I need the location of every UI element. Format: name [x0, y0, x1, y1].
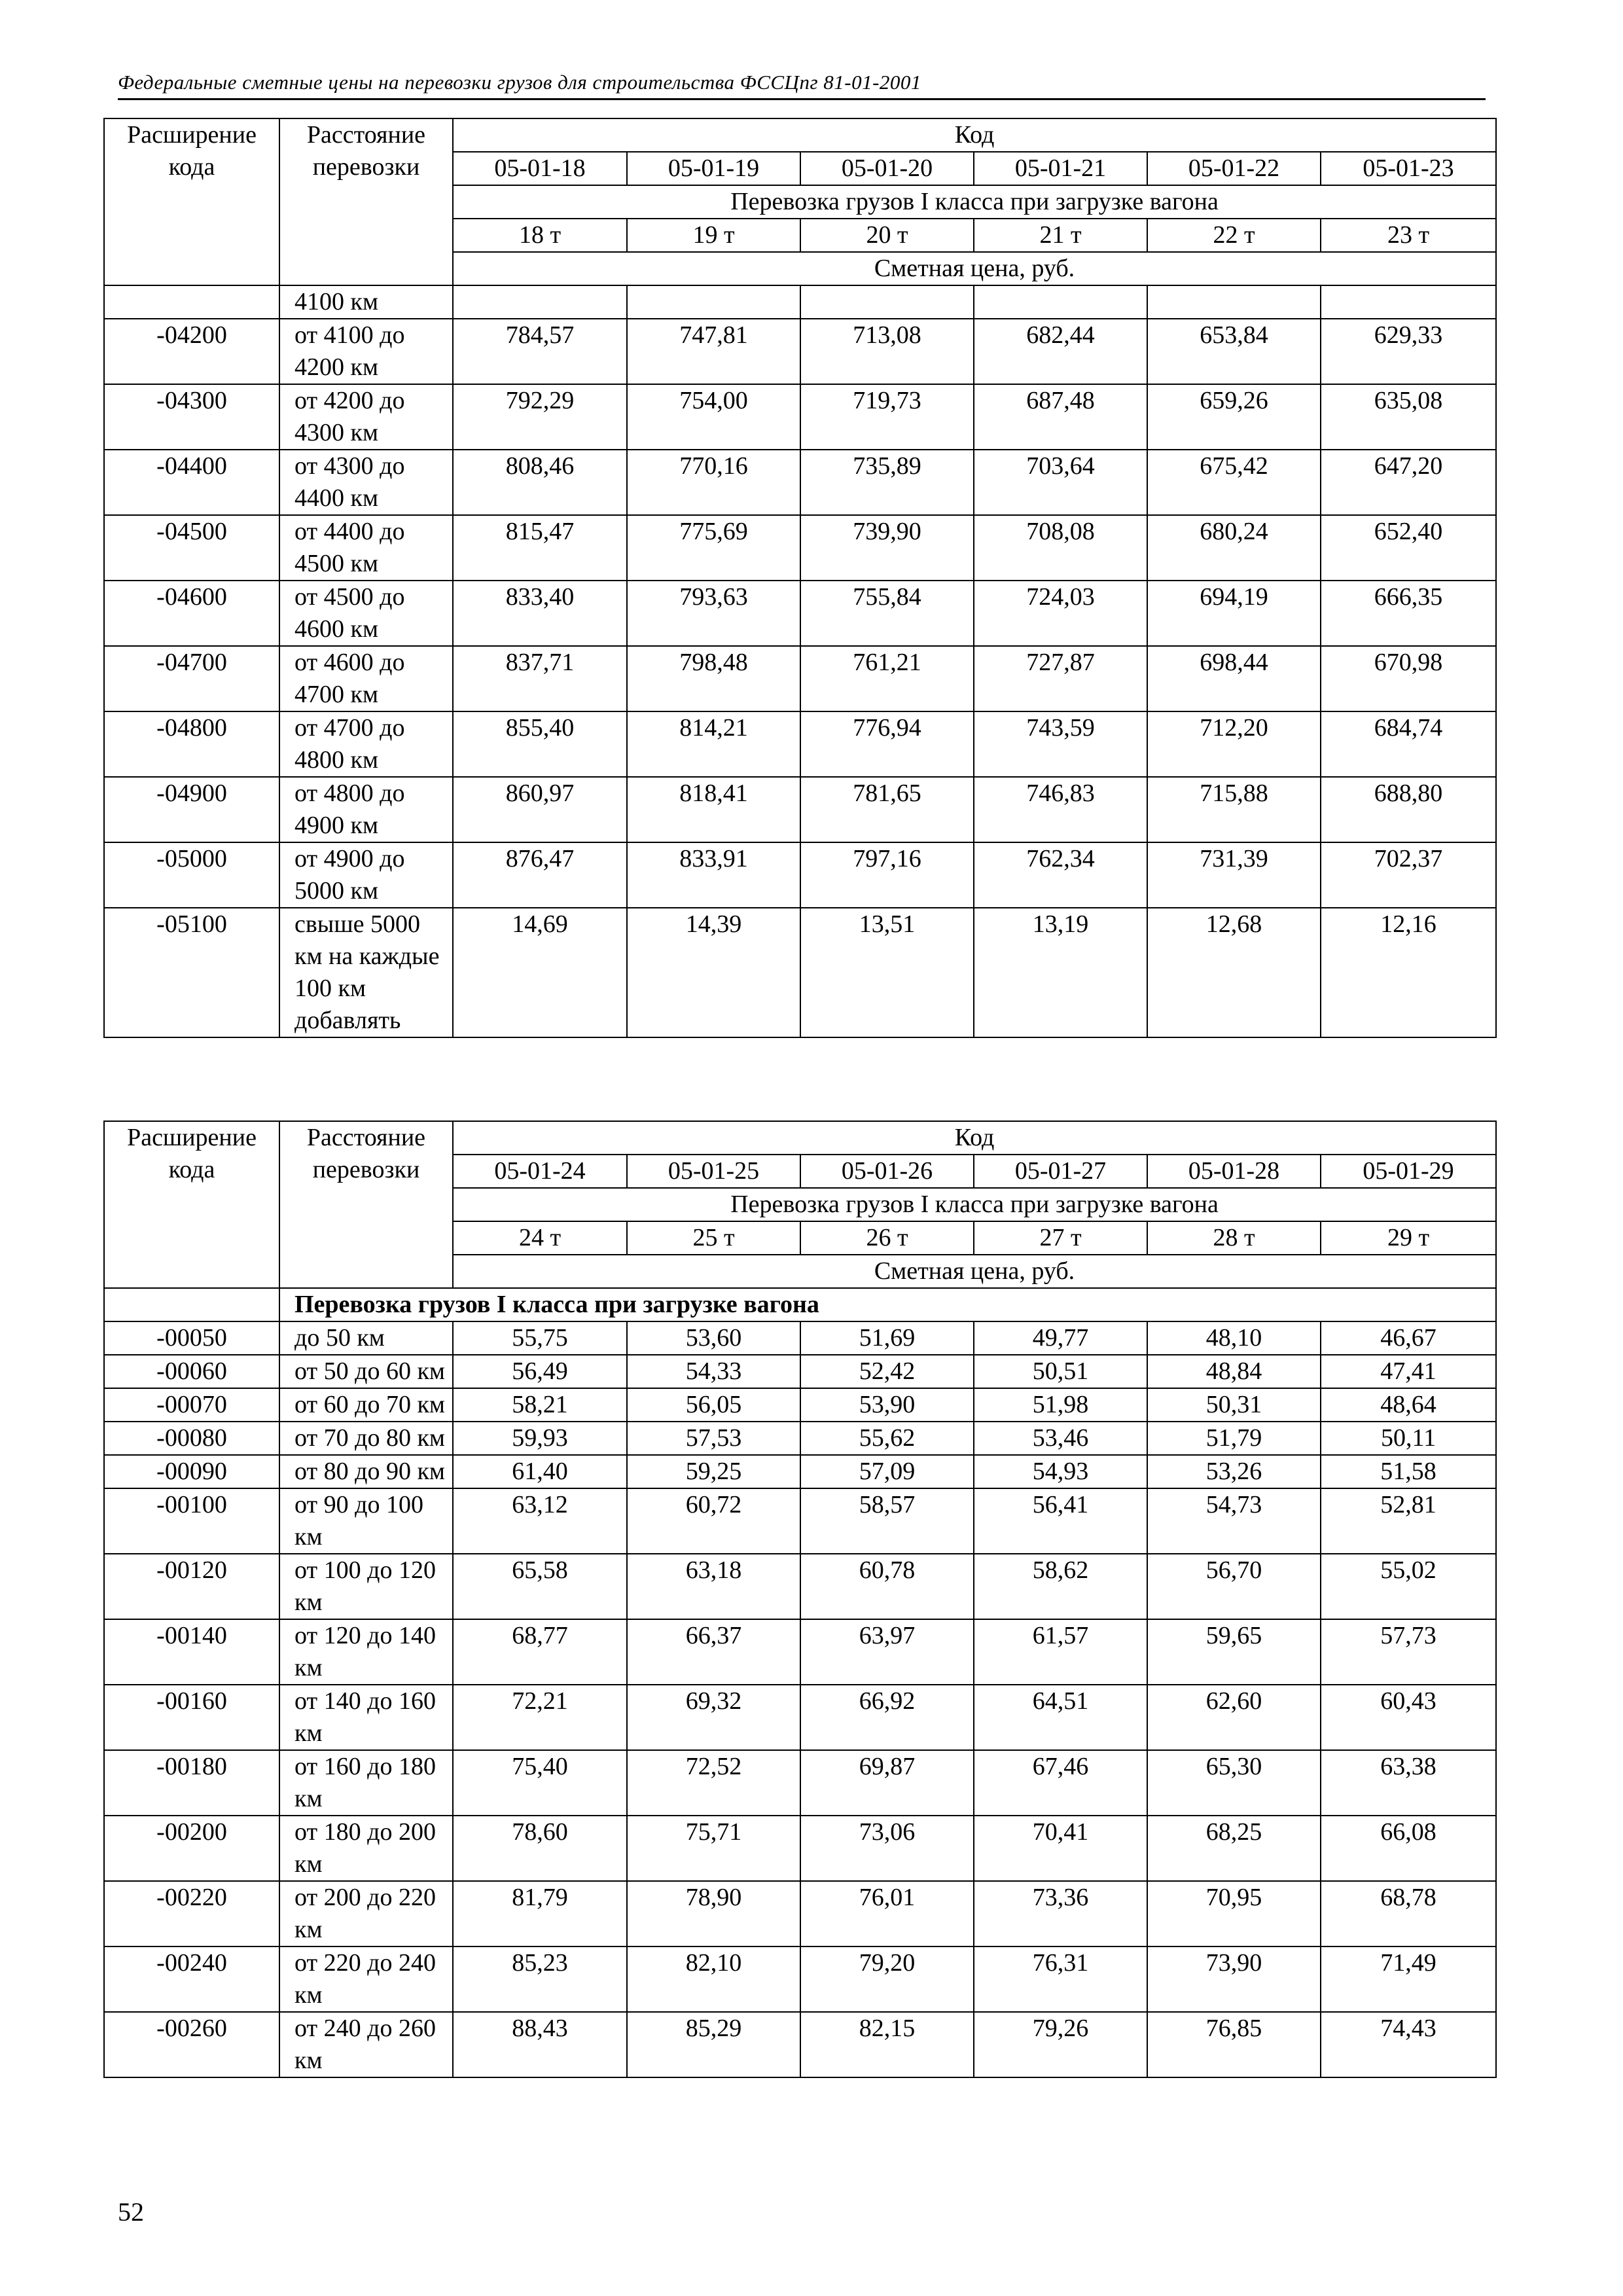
row-distance: свыше 5000 км на каждые 100 км добавлять: [279, 908, 453, 1037]
row-ext-code: -04400: [104, 450, 279, 515]
price-cell: 860,97: [453, 777, 627, 842]
price-cell: 687,48: [974, 384, 1147, 450]
price-cell: 12,68: [1147, 908, 1321, 1037]
price-cell: 670,98: [1321, 646, 1496, 711]
row-distance: от 100 до 120 км: [279, 1554, 453, 1619]
code-cell: 05-01-28: [1147, 1155, 1321, 1188]
table-row: [104, 1946, 1496, 2012]
row-ext-code: -00200: [104, 1816, 279, 1881]
row-distance: от 4600 до 4700 км: [279, 646, 453, 711]
price-cell: 727,87: [974, 646, 1147, 711]
price-cell: 56,05: [627, 1388, 800, 1422]
row-distance: от 4100 до 4200 км: [279, 319, 453, 384]
price-table-1: [103, 118, 1497, 1038]
price-cell: 71,49: [1321, 1946, 1496, 2012]
price-cell: 76,85: [1147, 2012, 1321, 2077]
price-cell: 837,71: [453, 646, 627, 711]
price-cell: 50,11: [1321, 1422, 1496, 1455]
price-cell: 75,40: [453, 1750, 627, 1816]
price-cell: 79,20: [800, 1946, 974, 2012]
price-cell: 14,39: [627, 908, 800, 1037]
row-distance: от 220 до 240 км: [279, 1946, 453, 2012]
price-cell: 746,83: [974, 777, 1147, 842]
load-cell: 22 т: [1147, 219, 1321, 252]
table-row: [104, 646, 1496, 711]
empty-cell: [104, 285, 279, 319]
load-cell: 24 т: [453, 1221, 627, 1255]
table-row: [104, 842, 1496, 908]
row-distance: от 4800 до 4900 км: [279, 777, 453, 842]
price-cell: 56,70: [1147, 1554, 1321, 1619]
row-ext-code: -00070: [104, 1388, 279, 1422]
price-cell: 54,73: [1147, 1488, 1321, 1554]
price-cell: 52,81: [1321, 1488, 1496, 1554]
price-cell: 762,34: [974, 842, 1147, 908]
ext-code-header: Расширение кода: [104, 1121, 279, 1288]
price-cell: 65,58: [453, 1554, 627, 1619]
price-cell: 653,84: [1147, 319, 1321, 384]
price-cell: 754,00: [627, 384, 800, 450]
price-cell: 78,60: [453, 1816, 627, 1881]
price-cell: 51,58: [1321, 1455, 1496, 1488]
price-cell: 684,74: [1321, 711, 1496, 777]
price-cell: 63,38: [1321, 1750, 1496, 1816]
price-table-2: [103, 1121, 1497, 2078]
price-cell: 55,75: [453, 1321, 627, 1355]
price-cell: 675,42: [1147, 450, 1321, 515]
load-cell: 20 т: [800, 219, 974, 252]
price-cell: 52,42: [800, 1355, 974, 1388]
price-cell: 776,94: [800, 711, 974, 777]
ext-code-header: Расширение кода: [104, 118, 279, 285]
table-row: [104, 1685, 1496, 1750]
row-ext-code: -04500: [104, 515, 279, 581]
price-cell: 59,25: [627, 1455, 800, 1488]
table-row: [104, 1355, 1496, 1388]
price-cell: 74,43: [1321, 2012, 1496, 2077]
table-row: [104, 581, 1496, 646]
table-row: [104, 1619, 1496, 1685]
price-cell: 58,57: [800, 1488, 974, 1554]
load-cell: 23 т: [1321, 219, 1496, 252]
price-cell: 51,69: [800, 1321, 974, 1355]
price-cell: 680,24: [1147, 515, 1321, 581]
price-cell: 61,57: [974, 1619, 1147, 1685]
price-cell: 55,62: [800, 1422, 974, 1455]
row-distance: от 240 до 260 км: [279, 2012, 453, 2077]
empty-cell: [1321, 285, 1496, 319]
price-cell: 53,60: [627, 1321, 800, 1355]
row-ext-code: -05000: [104, 842, 279, 908]
empty-cell: [974, 285, 1147, 319]
code-cell: 05-01-26: [800, 1155, 974, 1188]
row-ext-code: -00080: [104, 1422, 279, 1455]
price-cell: 73,90: [1147, 1946, 1321, 2012]
distance-header: Расстояние перевозки: [279, 1121, 453, 1288]
row-distance: от 90 до 100 км: [279, 1488, 453, 1554]
row-distance: от 4700 до 4800 км: [279, 711, 453, 777]
price-cell: 47,41: [1321, 1355, 1496, 1388]
price-cell: 82,10: [627, 1946, 800, 2012]
continuation-distance: 4100 км: [279, 285, 453, 319]
price-cell: 49,77: [974, 1321, 1147, 1355]
price-cell: 67,46: [974, 1750, 1147, 1816]
table-row: [104, 711, 1496, 777]
code-header: Код: [453, 118, 1496, 152]
price-cell: 60,78: [800, 1554, 974, 1619]
price-cell: 60,43: [1321, 1685, 1496, 1750]
price-cell: 66,92: [800, 1685, 974, 1750]
row-distance: от 4400 до 4500 км: [279, 515, 453, 581]
price-cell: 48,84: [1147, 1355, 1321, 1388]
price-cell: 815,47: [453, 515, 627, 581]
price-cell: 50,51: [974, 1355, 1147, 1388]
table-row: [104, 1422, 1496, 1455]
price-cell: 702,37: [1321, 842, 1496, 908]
table-row: [104, 1488, 1496, 1554]
price-cell: 69,87: [800, 1750, 974, 1816]
row-distance: от 4200 до 4300 км: [279, 384, 453, 450]
price-cell: 81,79: [453, 1881, 627, 1946]
price-cell: 739,90: [800, 515, 974, 581]
table-row: [104, 1455, 1496, 1488]
table-row: [104, 1750, 1496, 1816]
price-cell: 62,60: [1147, 1685, 1321, 1750]
transport-class-header: Перевозка грузов I класса при загрузке вагона: [453, 185, 1496, 219]
row-ext-code: -04600: [104, 581, 279, 646]
load-cell: 21 т: [974, 219, 1147, 252]
price-cell: 808,46: [453, 450, 627, 515]
code-cell: 05-01-23: [1321, 152, 1496, 185]
price-cell: 784,57: [453, 319, 627, 384]
price-cell: 715,88: [1147, 777, 1321, 842]
empty-cell: [627, 285, 800, 319]
price-cell: 68,77: [453, 1619, 627, 1685]
code-cell: 05-01-21: [974, 152, 1147, 185]
price-cell: 703,64: [974, 450, 1147, 515]
price-cell: 53,90: [800, 1388, 974, 1422]
price-cell: 56,49: [453, 1355, 627, 1388]
price-cell: 66,37: [627, 1619, 800, 1685]
load-cell: 27 т: [974, 1221, 1147, 1255]
price-cell: 694,19: [1147, 581, 1321, 646]
table-row: [104, 450, 1496, 515]
empty-cell: [1147, 285, 1321, 319]
load-cell: 18 т: [453, 219, 627, 252]
price-cell: 50,31: [1147, 1388, 1321, 1422]
row-ext-code: -00060: [104, 1355, 279, 1388]
code-cell: 05-01-29: [1321, 1155, 1496, 1188]
section-title-row: [104, 1288, 1496, 1321]
price-cell: 797,16: [800, 842, 974, 908]
empty-cell: [800, 285, 974, 319]
distance-header: Расстояние перевозки: [279, 118, 453, 285]
row-ext-code: -04300: [104, 384, 279, 450]
price-cell: 46,67: [1321, 1321, 1496, 1355]
price-cell: 54,93: [974, 1455, 1147, 1488]
price-cell: 14,69: [453, 908, 627, 1037]
price-cell: 66,08: [1321, 1816, 1496, 1881]
price-cell: 59,93: [453, 1422, 627, 1455]
row-distance: от 50 до 60 км: [279, 1355, 453, 1388]
row-ext-code: -00240: [104, 1946, 279, 2012]
table-row: [104, 515, 1496, 581]
row-ext-code: -00050: [104, 1321, 279, 1355]
empty-cell: [104, 1288, 279, 1321]
price-cell: 63,18: [627, 1554, 800, 1619]
row-distance: от 70 до 80 км: [279, 1422, 453, 1455]
price-cell: 65,30: [1147, 1750, 1321, 1816]
price-cell: 54,33: [627, 1355, 800, 1388]
code-cell: 05-01-20: [800, 152, 974, 185]
price-cell: 775,69: [627, 515, 800, 581]
row-distance: от 60 до 70 км: [279, 1388, 453, 1422]
row-ext-code: -00260: [104, 2012, 279, 2077]
price-cell: 793,63: [627, 581, 800, 646]
price-cell: 647,20: [1321, 450, 1496, 515]
row-distance: от 4900 до 5000 км: [279, 842, 453, 908]
price-cell: 48,10: [1147, 1321, 1321, 1355]
row-distance: от 80 до 90 км: [279, 1455, 453, 1488]
price-cell: 724,03: [974, 581, 1147, 646]
price-header: Сметная цена, руб.: [453, 1255, 1496, 1288]
table-row: [104, 2012, 1496, 2077]
running-header: Федеральные сметные цены на перевозки грузов для строительства ФССЦпг 81-01-2001: [118, 68, 1486, 100]
price-cell: 798,48: [627, 646, 800, 711]
price-cell: 666,35: [1321, 581, 1496, 646]
price-cell: 743,59: [974, 711, 1147, 777]
continuation-row: [104, 285, 1496, 319]
price-cell: 59,65: [1147, 1619, 1321, 1685]
price-cell: 747,81: [627, 319, 800, 384]
row-ext-code: -00140: [104, 1619, 279, 1685]
price-header: Сметная цена, руб.: [453, 252, 1496, 285]
price-cell: 13,51: [800, 908, 974, 1037]
code-cell: 05-01-24: [453, 1155, 627, 1188]
row-ext-code: -04900: [104, 777, 279, 842]
price-cell: 708,08: [974, 515, 1147, 581]
code-cell: 05-01-18: [453, 152, 627, 185]
price-cell: 75,71: [627, 1816, 800, 1881]
load-cell: 29 т: [1321, 1221, 1496, 1255]
section-title: Перевозка грузов I класса при загрузке вагона: [279, 1288, 1496, 1321]
code-cell: 05-01-25: [627, 1155, 800, 1188]
price-cell: 735,89: [800, 450, 974, 515]
price-cell: 688,80: [1321, 777, 1496, 842]
row-distance: от 200 до 220 км: [279, 1881, 453, 1946]
table-row: [104, 1816, 1496, 1881]
row-distance: от 120 до 140 км: [279, 1619, 453, 1685]
price-cell: 78,90: [627, 1881, 800, 1946]
table-row: [104, 319, 1496, 384]
code-cell: 05-01-27: [974, 1155, 1147, 1188]
row-ext-code: -00090: [104, 1455, 279, 1488]
price-cell: 79,26: [974, 2012, 1147, 2077]
price-cell: 85,23: [453, 1946, 627, 2012]
price-cell: 56,41: [974, 1488, 1147, 1554]
price-cell: 68,78: [1321, 1881, 1496, 1946]
row-distance: от 4500 до 4600 км: [279, 581, 453, 646]
price-cell: 72,21: [453, 1685, 627, 1750]
table-row: [104, 1321, 1496, 1355]
row-distance: от 140 до 160 км: [279, 1685, 453, 1750]
price-cell: 876,47: [453, 842, 627, 908]
price-cell: 629,33: [1321, 319, 1496, 384]
price-cell: 70,95: [1147, 1881, 1321, 1946]
table-row: [104, 777, 1496, 842]
price-cell: 698,44: [1147, 646, 1321, 711]
price-cell: 57,53: [627, 1422, 800, 1455]
price-cell: 792,29: [453, 384, 627, 450]
price-cell: 682,44: [974, 319, 1147, 384]
price-cell: 818,41: [627, 777, 800, 842]
table-row: [104, 1388, 1496, 1422]
price-cell: 13,19: [974, 908, 1147, 1037]
price-cell: 76,01: [800, 1881, 974, 1946]
price-cell: 855,40: [453, 711, 627, 777]
price-cell: 61,40: [453, 1455, 627, 1488]
row-ext-code: -05100: [104, 908, 279, 1037]
price-cell: 770,16: [627, 450, 800, 515]
price-cell: 814,21: [627, 711, 800, 777]
price-cell: 58,62: [974, 1554, 1147, 1619]
code-cell: 05-01-19: [627, 152, 800, 185]
price-cell: 68,25: [1147, 1816, 1321, 1881]
empty-cell: [453, 285, 627, 319]
price-cell: 53,46: [974, 1422, 1147, 1455]
price-cell: 635,08: [1321, 384, 1496, 450]
price-cell: 719,73: [800, 384, 974, 450]
load-cell: 19 т: [627, 219, 800, 252]
price-cell: 73,06: [800, 1816, 974, 1881]
price-cell: 51,79: [1147, 1422, 1321, 1455]
load-cell: 25 т: [627, 1221, 800, 1255]
price-cell: 63,97: [800, 1619, 974, 1685]
price-cell: 88,43: [453, 2012, 627, 2077]
price-cell: 76,31: [974, 1946, 1147, 2012]
price-cell: 48,64: [1321, 1388, 1496, 1422]
price-cell: 82,15: [800, 2012, 974, 2077]
price-cell: 731,39: [1147, 842, 1321, 908]
page-number: 52: [118, 2197, 144, 2227]
price-cell: 64,51: [974, 1685, 1147, 1750]
price-cell: 57,09: [800, 1455, 974, 1488]
table-row: [104, 1554, 1496, 1619]
row-distance: от 160 до 180 км: [279, 1750, 453, 1816]
price-cell: 51,98: [974, 1388, 1147, 1422]
price-cell: 833,40: [453, 581, 627, 646]
price-cell: 85,29: [627, 2012, 800, 2077]
row-distance: от 180 до 200 км: [279, 1816, 453, 1881]
price-cell: 60,72: [627, 1488, 800, 1554]
price-cell: 12,16: [1321, 908, 1496, 1037]
price-cell: 63,12: [453, 1488, 627, 1554]
price-cell: 652,40: [1321, 515, 1496, 581]
price-cell: 713,08: [800, 319, 974, 384]
price-cell: 659,26: [1147, 384, 1321, 450]
price-cell: 761,21: [800, 646, 974, 711]
price-cell: 833,91: [627, 842, 800, 908]
price-cell: 57,73: [1321, 1619, 1496, 1685]
code-cell: 05-01-22: [1147, 152, 1321, 185]
row-ext-code: -00160: [104, 1685, 279, 1750]
price-cell: 755,84: [800, 581, 974, 646]
table-row: [104, 1881, 1496, 1946]
table-row: [104, 384, 1496, 450]
price-cell: 712,20: [1147, 711, 1321, 777]
row-ext-code: -00100: [104, 1488, 279, 1554]
code-header: Код: [453, 1121, 1496, 1155]
row-distance: до 50 км: [279, 1321, 453, 1355]
price-cell: 53,26: [1147, 1455, 1321, 1488]
transport-class-header: Перевозка грузов I класса при загрузке вагона: [453, 1188, 1496, 1221]
row-ext-code: -00120: [104, 1554, 279, 1619]
load-cell: 28 т: [1147, 1221, 1321, 1255]
table-row: [104, 908, 1496, 1037]
load-cell: 26 т: [800, 1221, 974, 1255]
row-ext-code: -00180: [104, 1750, 279, 1816]
price-cell: 73,36: [974, 1881, 1147, 1946]
price-cell: 69,32: [627, 1685, 800, 1750]
price-cell: 70,41: [974, 1816, 1147, 1881]
price-cell: 72,52: [627, 1750, 800, 1816]
row-ext-code: -04700: [104, 646, 279, 711]
price-cell: 781,65: [800, 777, 974, 842]
row-distance: от 4300 до 4400 км: [279, 450, 453, 515]
price-cell: 55,02: [1321, 1554, 1496, 1619]
row-ext-code: -04800: [104, 711, 279, 777]
row-ext-code: -04200: [104, 319, 279, 384]
price-cell: 58,21: [453, 1388, 627, 1422]
row-ext-code: -00220: [104, 1881, 279, 1946]
